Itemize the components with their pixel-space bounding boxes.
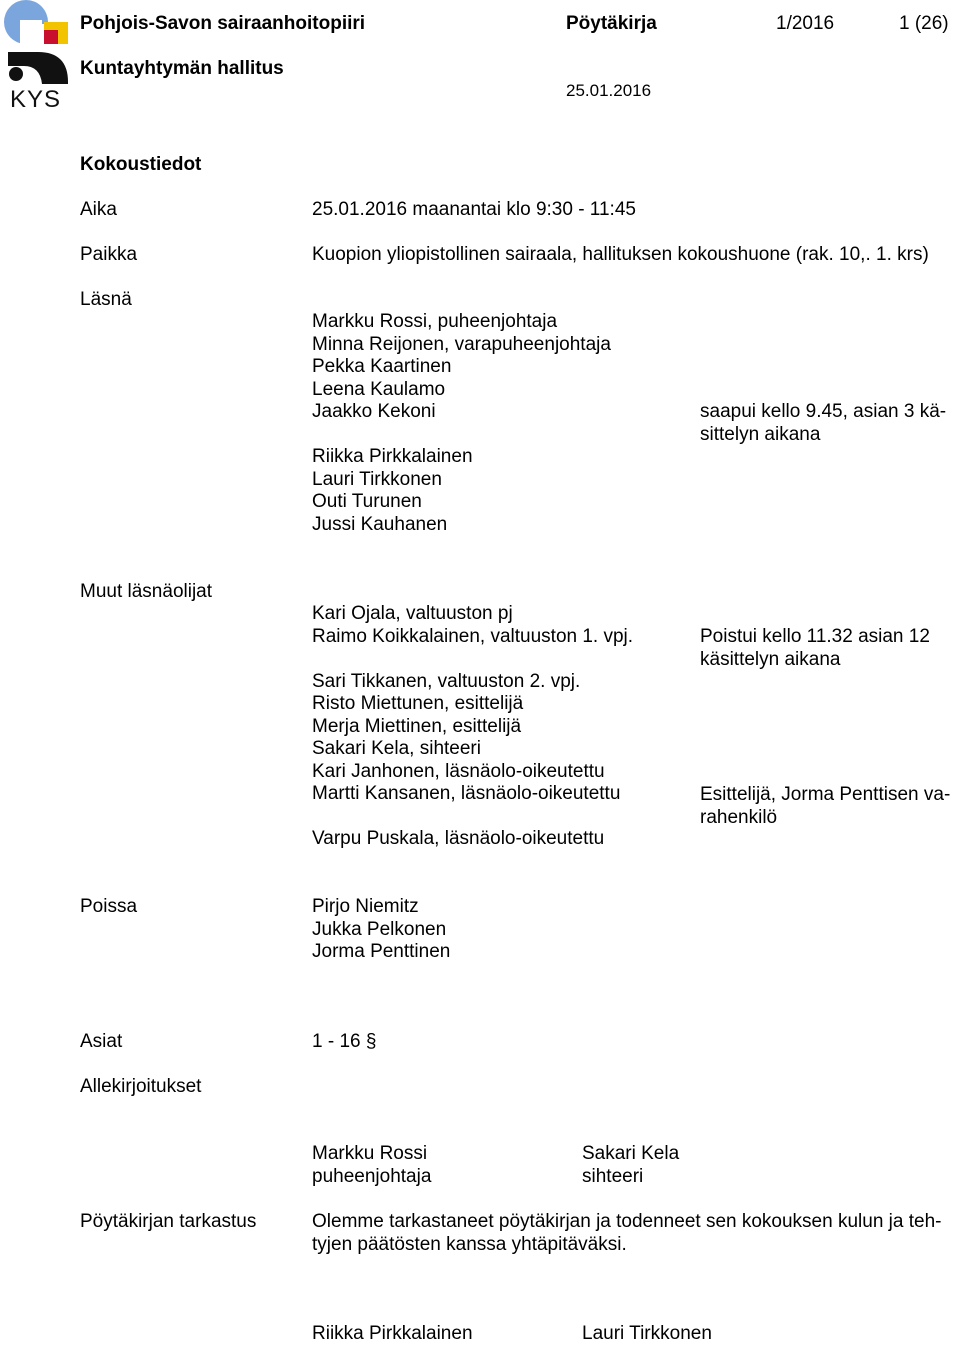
list-item: Jorma Penttinen [312,941,451,962]
list-item: Outi Turunen [312,491,422,512]
poissa-list [312,896,450,964]
logo-text: KYS [10,86,62,113]
tarkastus-label: Pöytäkirjan tarkastus [80,1211,257,1232]
list-item: Raimo Koikkalainen, valtuuston 1. vpj. [312,625,634,647]
note-line: sittelyn aikana [700,423,821,445]
tarkastus-text [312,1211,941,1256]
list-item: Minna Reijonen, varapuheenjohtaja [312,333,611,355]
allekirjoitukset-label: Allekirjoitukset [80,1076,202,1097]
poissa-label: Poissa [80,896,138,917]
note-kansanen [700,784,950,829]
checker-1: Riikka Pirkkalainen [312,1323,473,1344]
asiat-value: 1 - 16 § [312,1031,377,1052]
kys-logo-mark [0,0,72,86]
paikka-value: Kuopion yliopistollinen sairaala, hallituksen kokoushuone (rak. 10,. 1. krs) [312,244,929,265]
list-item: Varpu Puskala, läsnäolo-oikeutettu [312,828,605,849]
signer-role: sihteeri [582,1165,644,1187]
signer-name: Sakari Kela [582,1143,680,1164]
list-item: Jukka Pelkonen [312,918,447,940]
lasna-list [312,311,611,536]
note-line: rahenkilö [700,806,778,828]
note-line: käsittelyn aikana [700,648,841,670]
list-item: Sakari Kela, sihteeri [312,738,481,759]
muut-list [312,603,633,851]
doc-type: Pöytäkirja [566,13,657,34]
section-title: Kokoustiedot [80,154,202,175]
header-date: 25.01.2016 [566,81,652,100]
note-kekoni [700,401,946,446]
note-koikkalainen [700,626,930,671]
list-item: Jussi Kauhanen [312,513,448,535]
list-item: Leena Kaulamo [312,378,446,400]
aika-value: 25.01.2016 maanantai klo 9:30 - 11:45 [312,199,636,220]
list-item: Pekka Kaartinen [312,356,452,377]
note-line: saapui kello 9.45, asian 3 kä- [700,401,947,422]
page-number: 1 (26) [899,13,949,34]
list-item: Kari Janhonen, läsnäolo-oikeutettu [312,760,605,782]
list-item: Sari Tikkanen, valtuuston 2. vpj. [312,670,581,692]
muut-label: Muut läsnäolijat [80,581,213,602]
kys-logo [0,0,72,118]
lasna-label: Läsnä [80,289,132,310]
list-item: Risto Miettunen, esittelijä [312,693,524,714]
signer-role: puheenjohtaja [312,1165,432,1187]
organization-name: Pohjois-Savon sairaanhoitopiiri [80,13,366,34]
aika-label: Aika [80,199,117,220]
list-item: Martti Kansanen, läsnäolo-oikeutettu [312,783,621,804]
list-item: Lauri Tirkkonen [312,468,442,490]
note-line: Esittelijä, Jorma Penttisen va- [700,784,951,805]
board-name: Kuntayhtymän hallitus [80,58,284,79]
tarkastus-line: tyjen päätösten kanssa yhtäpitäväksi. [312,1233,627,1255]
signer-2 [582,1143,679,1188]
list-item: Kari Ojala, valtuuston pj [312,603,513,624]
paikka-label: Paikka [80,244,138,265]
doc-number: 1/2016 [776,13,835,34]
signer-name: Markku Rossi [312,1143,428,1164]
list-item: Pirjo Niemitz [312,896,419,917]
list-item: Riikka Pirkkalainen [312,446,473,467]
checker-2: Lauri Tirkkonen [582,1323,712,1344]
note-line: Poistui kello 11.32 asian 12 [700,626,930,647]
list-item: Merja Miettinen, esittelijä [312,715,522,737]
tarkastus-line: Olemme tarkastaneet pöytäkirjan ja todenneet sen kokouksen kulun ja teh- [312,1211,942,1232]
signer-1 [312,1143,431,1188]
asiat-label: Asiat [80,1031,123,1052]
list-item: Markku Rossi, puheenjohtaja [312,311,558,332]
list-item: Jaakko Kekoni [312,401,436,422]
